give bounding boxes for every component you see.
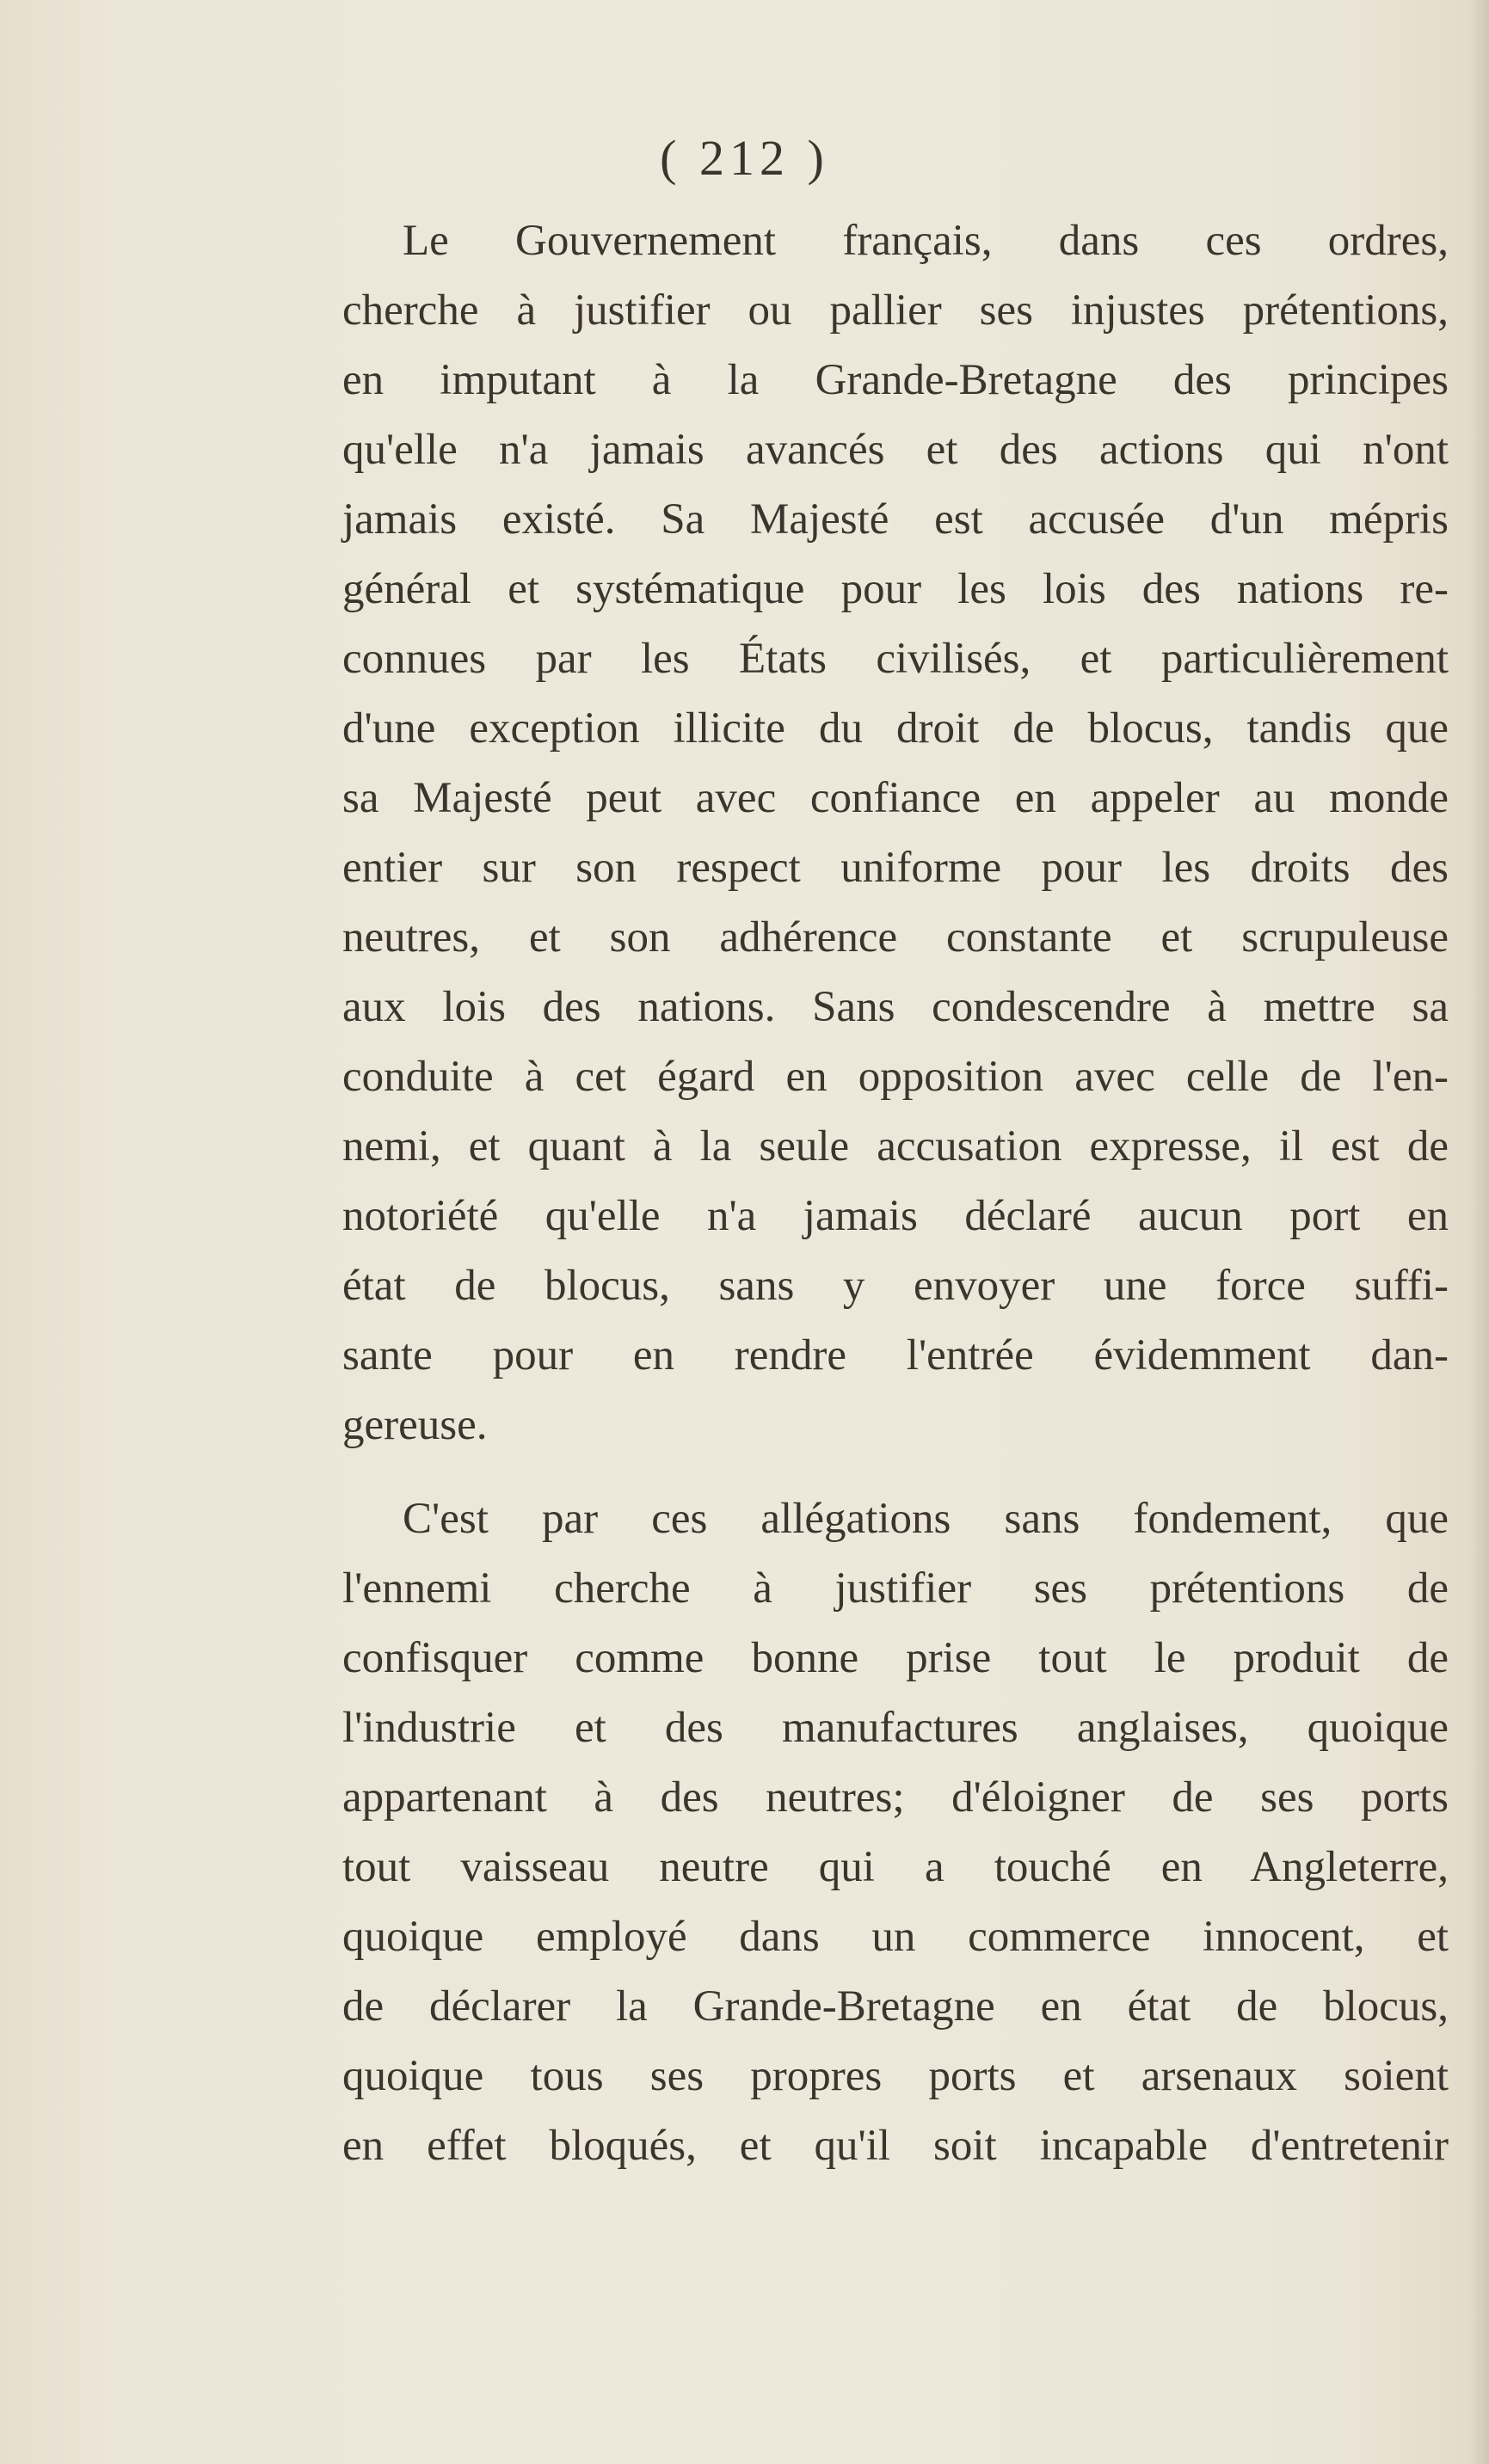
text-line: entier sur son respect uniforme pour les droits des	[342, 844, 1449, 892]
text-line: en effet bloqués, et qu'il soit incapable d'entretenir	[342, 2122, 1449, 2170]
text-line: quoique tous ses propres ports et arsenaux soient	[342, 2052, 1449, 2100]
text-line: gereuse.	[342, 1401, 488, 1449]
text-line: conduite à cet égard en opposition avec celle de l'en-	[342, 1053, 1449, 1101]
text-line: de déclarer la Grande-Bretagne en état de blocus,	[342, 1982, 1449, 2031]
text-line: connues par les États civilisés, et particulièrement	[342, 635, 1449, 683]
text-line: état de blocus, sans y envoyer une force suffi-	[342, 1262, 1449, 1310]
paragraph	[342, 1484, 1449, 2181]
text-line: l'ennemi cherche à justifier ses prétentions de	[342, 1564, 1449, 1613]
text-line: notoriété qu'elle n'a jamais déclaré aucun port en	[342, 1192, 1449, 1240]
text-line: nemi, et quant à la seule accusation expresse, il est de	[342, 1122, 1449, 1171]
text-line: cherche à justifier ou pallier ses injustes prétentions,	[342, 286, 1449, 335]
text-line: appartenant à des neutres; d'éloigner de ses ports	[342, 1773, 1449, 1822]
text-line: Le Gouvernement français, dans ces ordres,	[403, 217, 1449, 265]
text-line: C'est par ces allégations sans fondement, que	[403, 1495, 1449, 1543]
paragraph	[342, 206, 1449, 1460]
page-edge-shadow	[1470, 0, 1489, 2464]
text-line: l'industrie et des manufactures anglaises, quoique	[342, 1704, 1449, 1752]
paragraph-gap	[342, 1460, 1449, 1484]
text-line: sante pour en rendre l'entrée évidemment dan-	[342, 1331, 1449, 1379]
text-line: jamais existé. Sa Majesté est accusée d'un mépris	[342, 495, 1449, 544]
text-line: aux lois des nations. Sans condescendre à mettre sa	[342, 983, 1449, 1031]
text-line: qu'elle n'a jamais avancés et des actions qui n'ont	[342, 426, 1449, 474]
text-line: sa Majesté peut avec confiance en appeler au monde	[342, 774, 1449, 822]
text-line: confisquer comme bonne prise tout le produit de	[342, 1634, 1449, 1682]
text-line: quoique employé dans un commerce innocent, et	[342, 1913, 1449, 1961]
text-line: général et systématique pour les lois des nations re-	[342, 565, 1449, 613]
text-line: d'une exception illicite du droit de blocus, tandis que	[342, 704, 1449, 753]
page-number: ( 212 )	[660, 130, 829, 186]
text-line: en imputant à la Grande-Bretagne des principes	[342, 356, 1449, 404]
text-line: tout vaisseau neutre qui a touché en Angleterre,	[342, 1843, 1449, 1891]
text-line: neutres, et son adhérence constante et scrupuleuse	[342, 913, 1449, 962]
page-text	[342, 206, 1449, 2181]
